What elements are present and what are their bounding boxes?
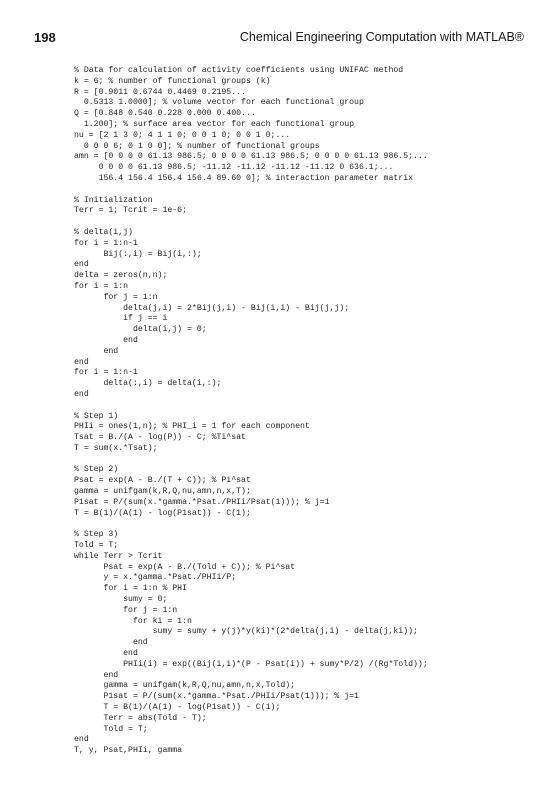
code-line: end [74,670,119,680]
code-line: end [74,346,119,356]
code-line [74,185,428,196]
code-line [74,401,428,412]
code-line: Told = T; [74,541,119,551]
code-line: % Step 3) [74,530,119,540]
code-line: amn = [0 0 0 0 61.13 986.5; 0 0 0 0 61.13 986.5; 0 0 0 0 61.13 986.5;... [74,152,428,162]
code-line: Psat = exp(A - B./(T + C)); % Pi^sat [74,476,251,486]
code-line: R = [0.9011 0.6744 0.4469 0.2195... [74,87,246,97]
code-line: gamma = unifgam(k,R,Q,nu,amn,n,x,Told); [74,681,296,691]
code-line: gamma = unifgam(k,R,Q,nu,amn,n,x,T); [74,487,251,497]
code-line: sumy = 0; [74,595,168,605]
code-line: % Data for calculation of activity coefficients using UNIFAC method [74,66,404,75]
code-line: PHIi(i) = exp((Bij(i,i)*(P - Psat(i)) + sumy*P/2) /(Rg*Told)); [74,659,428,669]
code-line: delta(:,i) = delta(i,:); [74,379,222,389]
running-title: Chemical Engineering Computation with MATLAB® [239,30,524,44]
code-line: delta = zeros(n,n); [74,271,168,281]
code-line: Tsat = B./(A - log(P)) - C; %Ti^sat [74,433,246,443]
code-line: T = B(1)/(A(1) - log(P1sat)) - C(1); [74,508,251,518]
code-line: % Step 1) [74,411,119,421]
code-line: T, y, Psat,PHIi, gamma [74,746,183,756]
code-line: 156.4 156.4 156.4 156.4 89.60 0]; % interaction parameter matrix [74,173,414,183]
page-header [34,30,524,48]
code-line: for i = 1:n-1 [74,238,138,248]
code-line: y = x.*gamma.*Psat./PHIi/P; [74,573,237,583]
code-line: while Terr > Tcrit [74,551,163,561]
code-line: end [74,357,89,367]
code-line: Psat = exp(A - B./(Told + C)); % Pi^sat [74,562,296,572]
code-line: end [74,638,148,648]
code-line: end [74,389,89,399]
code-line: 0 0 0 6; 0 1 0 0]; % number of functional groups [74,141,320,151]
code-line [74,519,428,530]
code-line: % Step 2) [74,465,119,475]
code-line: for ki = 1:n [74,616,192,626]
code-line: 0 0 0 0 61.13 986.5; -11.12 -11.12 -11.12 -11.12 0 636.1;... [74,163,394,173]
code-line: delta(i,j) = 0; [74,325,207,335]
code-line: Terr = 1; Tcrit = 1e-6; [74,206,188,216]
code-line [74,217,428,228]
code-line: % Initialization [74,195,153,205]
code-line: % delta(i,j) [74,227,133,237]
code-line: end [74,335,138,345]
code-line: for j = 1:n [74,605,178,615]
code-line: for i = 1:n [74,281,129,291]
code-line: 1.200]; % surface area vector for each functional group [74,119,355,129]
code-line: end [74,260,89,270]
code-line: Q = [0.848 0.540 0.228 0.000 0.400... [74,109,256,119]
code-line: P1sat = P/(sum(x.*gamma.*Psat./PHIi/Psat(1))); % j=1 [74,692,359,702]
code-line: delta(j,i) = 2*Bij(j,i) - Bij(i,i) - Bij(j,j); [74,303,350,313]
code-line: sumy = sumy + y(j)*y(ki)*(2*delta(j,i) - delta(j,ki)); [74,627,418,637]
code-line: T = B(1)/(A(1) - log(P1sat)) - C(1); [74,703,281,713]
code-line: for j = 1:n [74,292,158,302]
code-line: Terr = abs(Told - T); [74,713,207,723]
code-line: for i = 1:n-1 [74,368,138,378]
code-line: if j == i [74,314,168,324]
code-line: end [74,649,138,659]
page-number: 198 [34,30,56,45]
code-line: k = 6; % number of functional groups (k) [74,76,271,86]
matlab-code-listing [74,66,428,757]
code-line: 0.5313 1.0000]; % volume vector for each functional group [74,98,364,108]
code-line: Bij(:,i) = Bij(i,:); [74,249,202,259]
code-line [74,455,428,466]
code-line: P1sat = P/(sum(x.*gamma.*Psat./PHIi/Psat(1))); % j=1 [74,497,330,507]
code-line: Told = T; [74,724,148,734]
code-line: end [74,735,89,745]
code-line: for i = 1:n % PHI [74,584,188,594]
code-line: PHIi = ones(1,n); % PHI_i = 1 for each component [74,422,310,432]
code-line: nu = [2 1 3 0; 4 1 1 0; 0 0 1 0; 0 0 1 0;... [74,130,291,140]
code-line: T = sum(x.*Tsat); [74,443,158,453]
